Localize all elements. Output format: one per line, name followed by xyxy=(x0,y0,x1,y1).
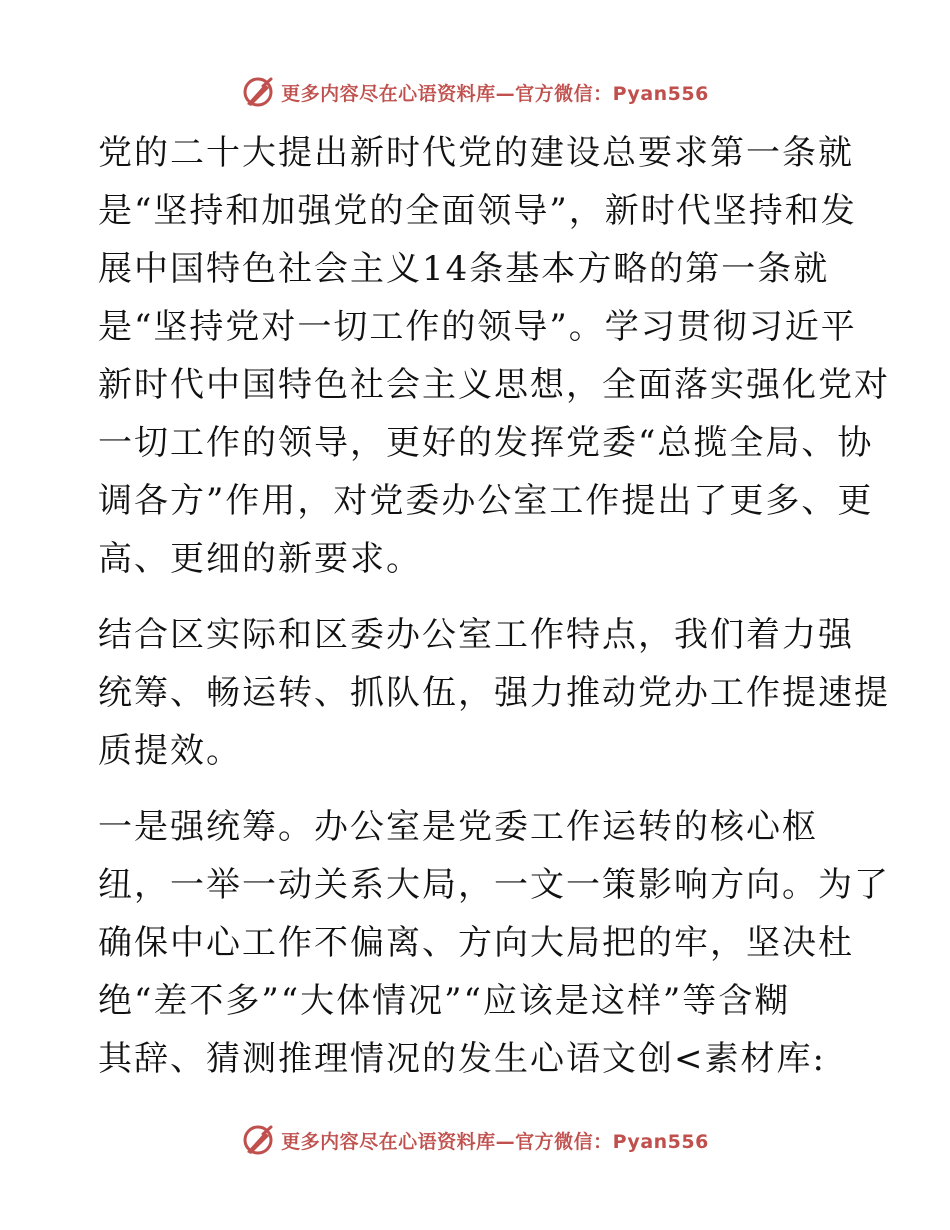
text-line: 一切工作的领导，更好的发挥党委“总揽全局、协 xyxy=(98,423,874,463)
pen-logo-icon xyxy=(241,1123,275,1157)
text-line: 质提效。 xyxy=(98,731,242,771)
text-line: 党的二十大提出新时代党的建设总要求第一条就 xyxy=(98,133,854,173)
text-line: 展中国特色社会主义14条基本方略的第一条就 xyxy=(98,249,830,289)
text-line: 高、更细的新要求。 xyxy=(98,539,422,579)
pen-logo-icon xyxy=(241,75,275,109)
text-line: 确保中心工作不偏离、方向大局把的牢，坚决杜 xyxy=(98,923,854,963)
text-line: 其辞、猜测推理情况的发生心语文创<素材库: xyxy=(98,1039,826,1079)
footer-watermark xyxy=(0,1120,950,1160)
text-line: 统筹、畅运转、抓队伍，强力推动党办工作提速提 xyxy=(98,673,890,713)
text-line: 调各方”作用，对党委办公室工作提出了更多、更 xyxy=(98,481,874,521)
text-line: 纽，一举一动关系大局，一文一策影响方向。为了 xyxy=(98,865,890,905)
header-watermark xyxy=(0,72,950,112)
header-watermark-text: 更多内容尽在心语资料库—官方微信：Pyan556 xyxy=(281,82,709,105)
text-line: 新时代中国特色社会主义思想，全面落实强化党对 xyxy=(98,365,890,405)
text-line: 一是强统筹。办公室是党委工作运转的核心枢 xyxy=(98,807,818,847)
text-line: 是“坚持党对一切工作的领导”。学习贯彻习近平 xyxy=(98,307,857,347)
text-line: 是“坚持和加强党的全面领导”，新时代坚持和发 xyxy=(98,191,857,231)
paragraph-1 xyxy=(98,124,890,588)
paragraph-2 xyxy=(98,606,890,780)
paragraph-3 xyxy=(98,798,890,1088)
document-body xyxy=(98,124,890,1106)
text-line: 绝“差不多”“大体情况”“应该是这样”等含糊 xyxy=(98,981,791,1021)
footer-watermark-text: 更多内容尽在心语资料库—官方微信：Pyan556 xyxy=(281,1130,709,1153)
text-line: 结合区实际和区委办公室工作特点，我们着力强 xyxy=(98,615,854,655)
